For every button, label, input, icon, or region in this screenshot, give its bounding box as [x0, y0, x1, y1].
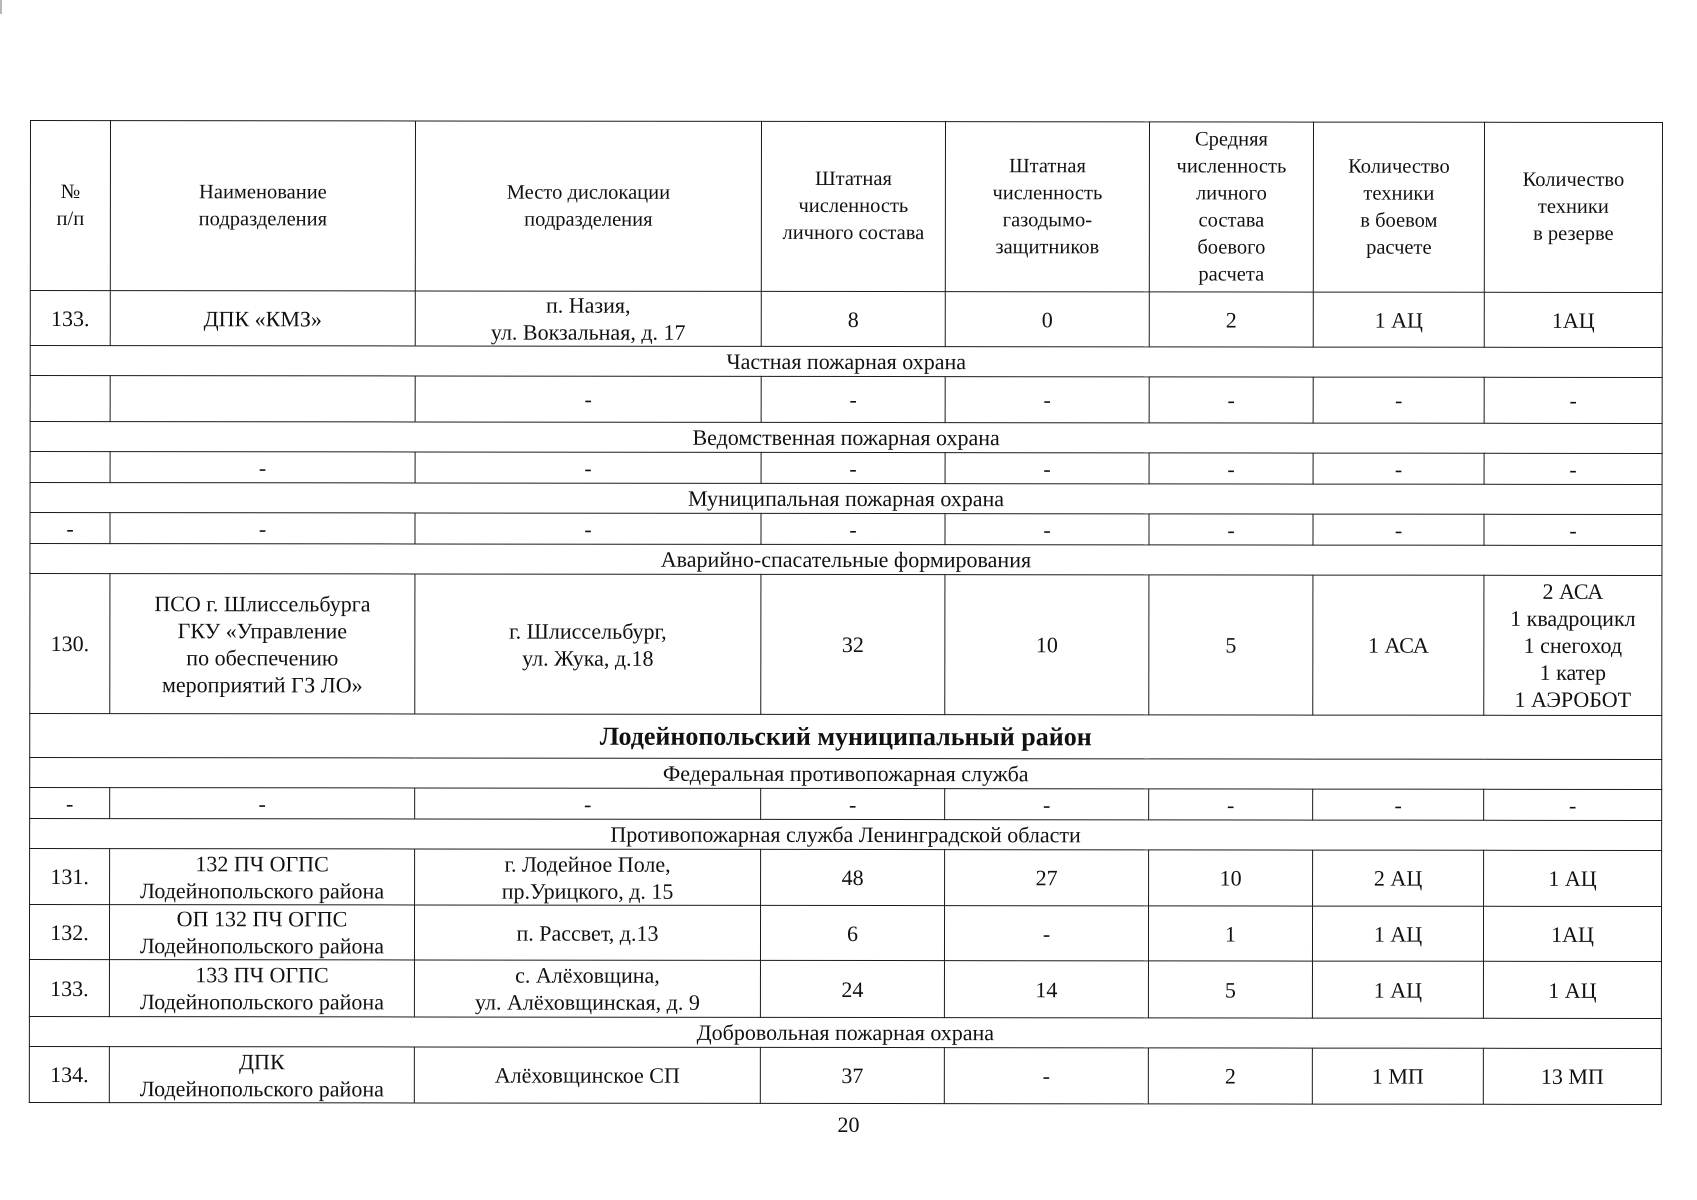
- unit-name: -: [110, 452, 415, 483]
- row-number: 134.: [29, 1046, 109, 1102]
- section-title-regional: Противопожарная служба Ленинградской области: [30, 819, 1662, 851]
- gas-protectors-count: -: [945, 453, 1149, 484]
- equipment-combat: -: [1313, 789, 1484, 820]
- section-title-volunteer: Добровольная пожарная охрана: [29, 1016, 1661, 1048]
- table-row: [30, 376, 1662, 424]
- equipment-combat: 2 АЦ: [1313, 850, 1484, 906]
- equipment-combat: 1 АЦ: [1313, 292, 1484, 347]
- gas-protectors-count: 14: [944, 961, 1148, 1018]
- unit-name: [110, 376, 415, 422]
- equipment-reserve: -: [1484, 453, 1662, 484]
- table-row: [30, 291, 1662, 348]
- section-title-rescue: Аварийно-спасательные формирования: [30, 544, 1662, 576]
- staff-count: 24: [760, 960, 944, 1017]
- equipment-reserve: 1 АЦ: [1483, 961, 1661, 1018]
- equipment-reserve: 13 МП: [1483, 1048, 1661, 1104]
- unit-name: ПСО г. Шлиссельбурга ГКУ «Управление по обеспечению мероприятий ГЗ ЛО»: [110, 574, 415, 714]
- section-row: [30, 483, 1662, 515]
- unit-location: -: [415, 513, 761, 544]
- staff-count: 8: [761, 291, 945, 346]
- equipment-reserve: -: [1484, 377, 1662, 423]
- unit-name: ДПК «КМЗ»: [110, 291, 415, 346]
- average-crew: -: [1149, 789, 1313, 820]
- staff-count: -: [761, 452, 945, 483]
- gas-protectors-count: -: [945, 514, 1149, 545]
- staff-count: 6: [760, 905, 944, 960]
- equipment-reserve: 1АЦ: [1483, 906, 1661, 961]
- unit-location: -: [415, 376, 761, 422]
- gas-protectors-count: -: [945, 789, 1149, 820]
- section-title-private: Частная пожарная охрана: [30, 346, 1662, 378]
- unit-location: г. Лодейное Поле, пр.Урицкого, д. 15: [415, 849, 761, 905]
- gas-protectors-count: 27: [945, 850, 1149, 906]
- average-crew: -: [1149, 514, 1313, 545]
- table-row: [30, 452, 1662, 485]
- table-row: [29, 960, 1661, 1019]
- section-row: [30, 819, 1662, 851]
- table-row: [30, 574, 1662, 716]
- average-crew: 5: [1149, 575, 1313, 715]
- average-crew: -: [1149, 453, 1313, 484]
- header-equipment-reserve: Количество техники в резерве: [1484, 122, 1662, 292]
- gas-protectors-count: 0: [945, 292, 1149, 347]
- equipment-combat: -: [1313, 514, 1484, 545]
- unit-name: 133 ПЧ ОГПС Лодейнопольского района: [109, 960, 414, 1017]
- equipment-combat: -: [1313, 377, 1484, 423]
- equipment-combat: 1 АЦ: [1312, 961, 1483, 1018]
- average-crew: -: [1149, 377, 1313, 423]
- section-title-departmental: Ведомственная пожарная охрана: [30, 422, 1662, 454]
- fire-services-table: [29, 120, 1663, 1105]
- section-row: [30, 544, 1662, 576]
- staff-count: 48: [761, 849, 945, 905]
- staff-count: -: [761, 376, 945, 422]
- unit-location: -: [415, 788, 761, 819]
- equipment-combat: -: [1313, 453, 1484, 484]
- district-row: [30, 714, 1662, 760]
- header-unit-name: Наименование подразделения: [110, 121, 415, 291]
- gas-protectors-count: -: [945, 377, 1149, 423]
- row-number: 133.: [30, 291, 110, 346]
- district-title: Лодейнопольский муниципальный район: [30, 714, 1662, 760]
- equipment-reserve: -: [1484, 789, 1662, 820]
- row-number: -: [30, 788, 110, 819]
- unit-location: г. Шлиссельбург, ул. Жука, д.18: [415, 574, 761, 714]
- row-number: 133.: [29, 960, 109, 1017]
- equipment-combat: 1 МП: [1312, 1048, 1483, 1104]
- average-crew: 2: [1149, 292, 1313, 347]
- unit-location: Алёховщинское СП: [414, 1047, 760, 1103]
- header-location: Место дислокации подразделения: [415, 121, 761, 291]
- section-row: [29, 1016, 1661, 1048]
- average-crew: 5: [1148, 961, 1312, 1018]
- table-row: [30, 788, 1662, 821]
- equipment-reserve: 1АЦ: [1484, 292, 1662, 347]
- row-number: [30, 452, 110, 483]
- row-number: 132.: [29, 905, 109, 960]
- average-crew: 1: [1148, 906, 1312, 961]
- section-row: [30, 346, 1662, 378]
- table-row: [30, 849, 1662, 907]
- staff-count: 32: [761, 574, 945, 714]
- row-number: [30, 376, 110, 422]
- page-number: 20: [837, 1112, 860, 1137]
- equipment-reserve: 1 АЦ: [1484, 850, 1662, 906]
- unit-name: -: [110, 513, 415, 544]
- gas-protectors-count: -: [944, 906, 1148, 961]
- row-number: 130.: [30, 574, 110, 714]
- header-staff-count: Штатная численность личного состава: [761, 121, 945, 291]
- equipment-combat: 1 АЦ: [1312, 906, 1483, 961]
- unit-location: п. Рассвет, д.13: [414, 905, 760, 960]
- section-title-federal: Федеральная противопожарная служба: [30, 758, 1662, 790]
- table-row: [29, 1046, 1661, 1104]
- equipment-reserve: -: [1484, 514, 1662, 545]
- scan-edge-mark: [0, 0, 2, 14]
- row-number: 131.: [30, 849, 110, 905]
- average-crew: 10: [1149, 850, 1313, 906]
- header-gas-protectors: Штатная численность газодымо- защитников: [945, 122, 1149, 292]
- table-header-row: [30, 121, 1662, 293]
- gas-protectors-count: 10: [945, 575, 1149, 715]
- unit-name: 132 ПЧ ОГПС Лодейнопольского района: [110, 849, 415, 905]
- staff-count: -: [761, 788, 945, 819]
- table-row: [30, 513, 1662, 546]
- staff-count: 37: [760, 1047, 944, 1103]
- equipment-reserve: 2 АСА 1 квадроцикл 1 снегоход 1 катер 1 АЭРОБОТ: [1484, 575, 1662, 715]
- header-number: № п/п: [30, 121, 110, 291]
- equipment-combat: 1 АСА: [1313, 575, 1484, 715]
- row-number: -: [30, 513, 110, 544]
- unit-location: -: [415, 452, 761, 483]
- section-row: [30, 422, 1662, 454]
- header-equipment-combat: Количество техники в боевом расчете: [1313, 122, 1484, 292]
- table-row: [29, 905, 1661, 962]
- section-title-municipal: Муниципальная пожарная охрана: [30, 483, 1662, 515]
- average-crew: 2: [1148, 1048, 1312, 1104]
- unit-location: п. Назия, ул. Вокзальная, д. 17: [415, 291, 761, 346]
- gas-protectors-count: -: [944, 1048, 1148, 1104]
- section-row: [30, 758, 1662, 790]
- staff-count: -: [761, 513, 945, 544]
- unit-name: ОП 132 ПЧ ОГПС Лодейнопольского района: [109, 905, 414, 960]
- unit-name: ДПК Лодейнопольского района: [109, 1047, 414, 1103]
- unit-location: с. Алёховщина, ул. Алёховщинская, д. 9: [414, 960, 760, 1017]
- unit-name: -: [110, 788, 415, 819]
- header-average-crew: Средняя численность личного состава боевого расчета: [1149, 122, 1313, 292]
